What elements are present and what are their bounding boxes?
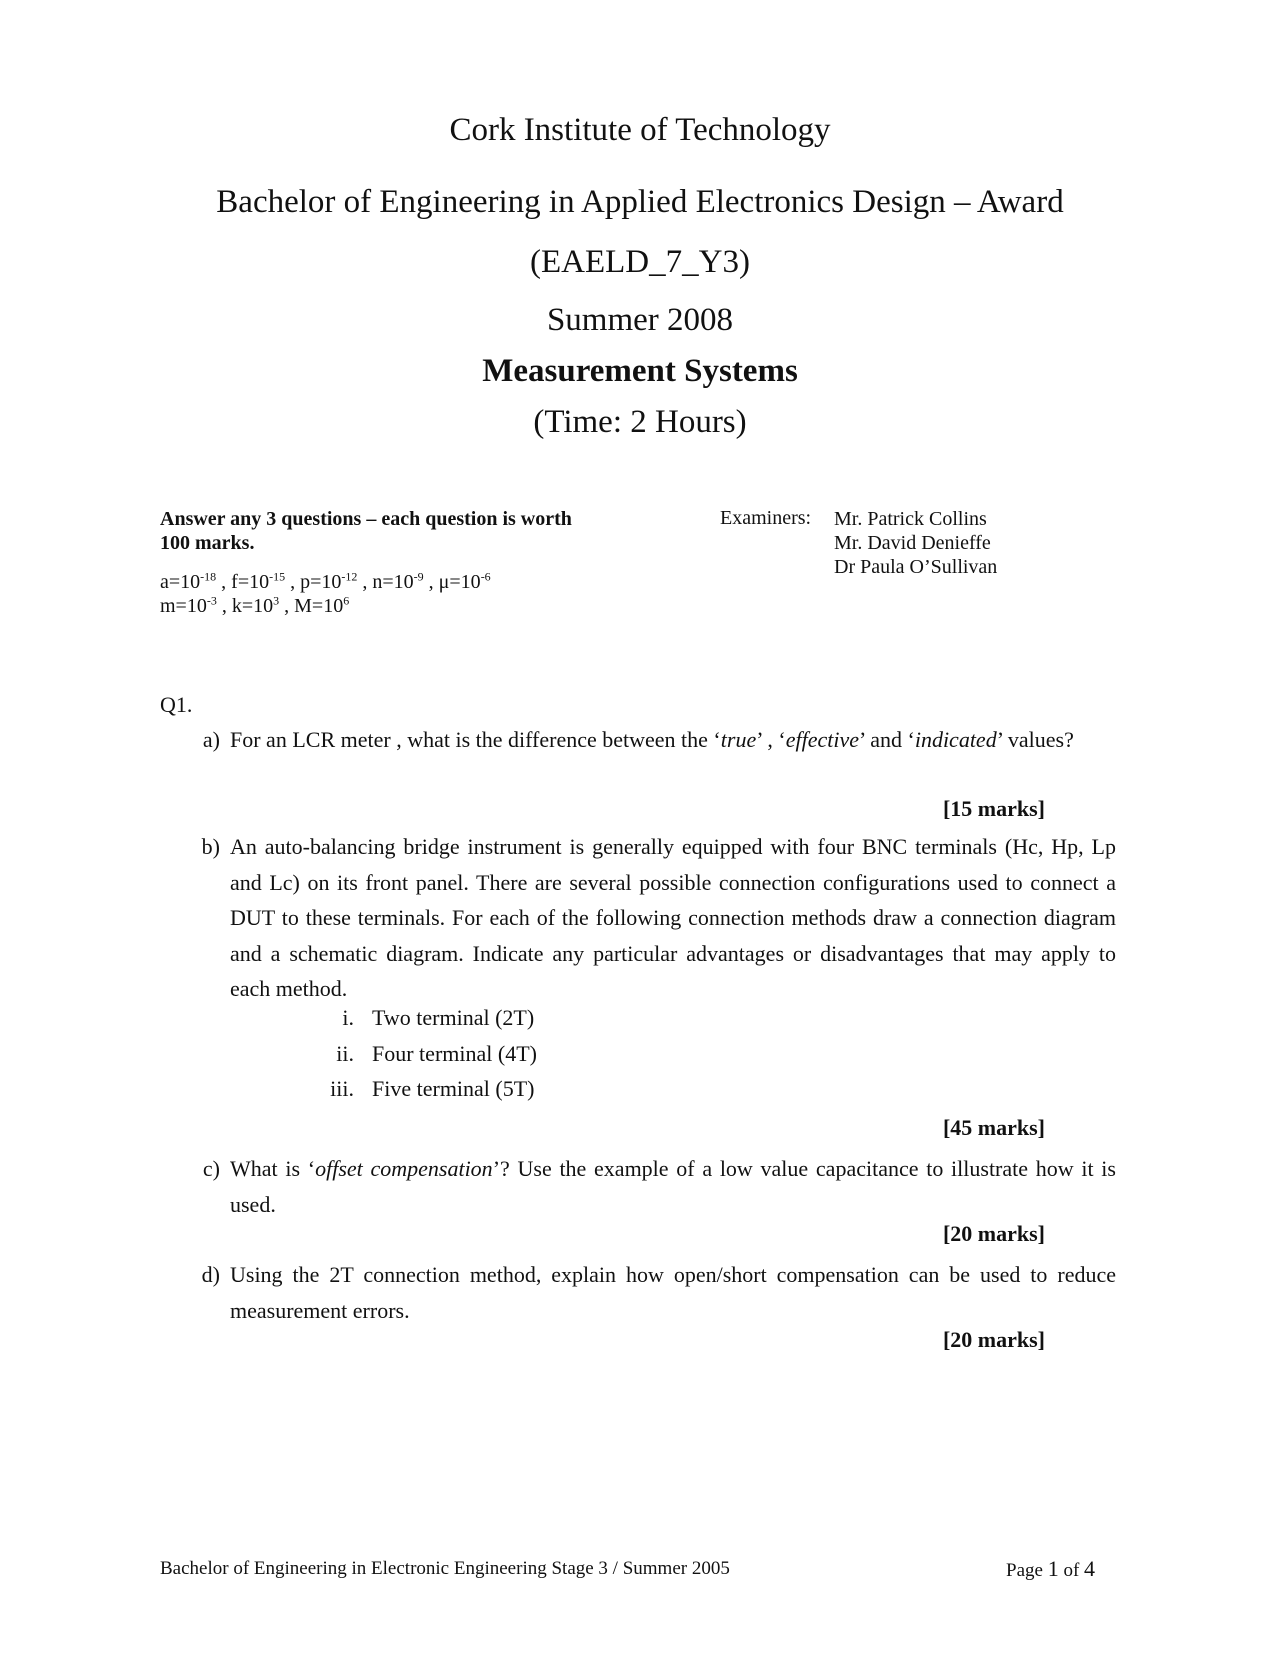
institute-name: Cork Institute of Technology: [449, 112, 831, 148]
page-number: Page 1 of 4: [1006, 1556, 1096, 1581]
sub-item-number: iii.: [330, 1076, 354, 1101]
sub-item-number: i.: [342, 1005, 354, 1030]
part-letter: c): [202, 1156, 220, 1181]
si-prefixes-line-1: $a=10^{-18}$ , $f=10^{-15}$ , $p=10^{-12}$ , $n=10^{-9}$ , $\mu=10^{-6}$: [160, 569, 491, 593]
examiner-name: Mr. Patrick Collins: [834, 508, 987, 530]
sub-item-text: Four terminal (4T): [372, 1041, 537, 1066]
question-part-a: [190, 722, 1116, 758]
marks-part-a: [15 marks]: [942, 796, 1045, 821]
subject-title: Measurement Systems: [482, 353, 798, 389]
part-letter: b): [201, 834, 220, 859]
part-text: What is ‘offset compensation’? Use the example of a low value capacitance to illustrate how it is used.: [230, 1156, 1116, 1217]
part-letter: d): [201, 1262, 220, 1287]
programme-code: (EAELD_7_Y3): [530, 244, 750, 280]
programme-title: Bachelor of Engineering in Applied Electronics Design – Award: [216, 184, 1064, 220]
examiner-name: Mr. David Denieffe: [834, 532, 991, 554]
instructions: Answer any 3 questions – each question is worth 100 marks.: [160, 508, 572, 554]
sub-item-text: Two terminal (2T): [372, 1005, 535, 1030]
examiner-name: Dr Paula O’Sullivan: [834, 556, 998, 578]
examiners-list: [834, 507, 997, 579]
part-letter: a): [202, 727, 220, 752]
examiners-label: Examiners:: [720, 507, 812, 529]
question-part-b: [190, 829, 1116, 1007]
si-prefixes-line-2: $m=10^{-3}$ , $k=10^3$ , $M=10^6$: [160, 593, 350, 617]
exam-duration: (Time: 2 Hours): [533, 404, 747, 440]
marks-part-c: [20 marks]: [942, 1221, 1045, 1246]
marks-part-b: [45 marks]: [942, 1115, 1045, 1140]
exam-session: Summer 2008: [546, 302, 734, 338]
question-part-c: [190, 1151, 1116, 1222]
part-text: For an LCR meter , what is the difference between the ‘true’ , ‘effective’ and ‘indicated’ values?: [230, 727, 1074, 752]
footer-title: Bachelor of Engineering in Electronic Engineering Stage 3 / Summer 2005: [160, 1558, 730, 1579]
part-text: Using the 2T connection method, explain how open/short compensation can be used to reduce measurement errors.: [230, 1262, 1116, 1323]
question-part-d: [190, 1257, 1116, 1328]
marks-part-d: [20 marks]: [942, 1327, 1045, 1352]
part-text: An auto-balancing bridge instrument is generally equipped with four BNC terminals (Hc, Hp, Lp and Lc) on its front panel. There are several possible connection configurations used to connect a DUT to these terminals. For each of the following connection methods draw a connection diagram and a schematic diagram. Indicate any particular advantages or disadvantages that may apply to each method.: [230, 834, 1116, 1001]
sub-item-text: Five terminal (5T): [372, 1076, 535, 1101]
question-label: Q1.: [160, 692, 193, 717]
sub-item-number: ii.: [336, 1041, 354, 1066]
